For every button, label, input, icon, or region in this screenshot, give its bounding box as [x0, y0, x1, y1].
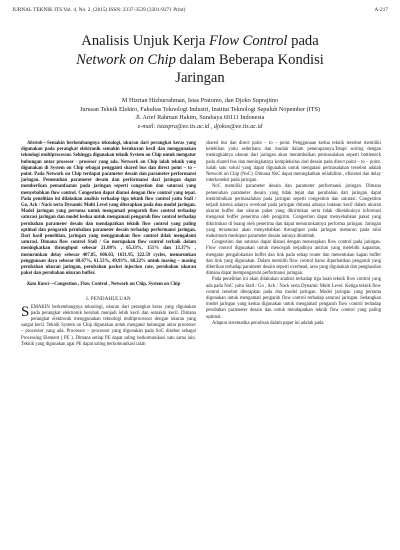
keywords-text: —Congestion , Flow Control , Network on Chip, System on Chip — [49, 282, 181, 288]
title-text: pada — [287, 33, 319, 49]
keywords-lead: Kata Kunci — [27, 282, 50, 288]
author-address: Jl. Arief Rahman Hakim, Surabaya 60111 Indonesia — [135, 114, 265, 122]
abstract — [21, 141, 196, 277]
title-italic: Network on Chip — [76, 51, 176, 68]
left-column — [21, 141, 196, 348]
body-paragraph: Pada penelitian ini akan dilakukan analisis terhadap tiga buah teknik flow control yang ada pada NoC yaitu Stall / Go , Ack / Nack serta Dynamic Multi Level. Ketiga teknik flow control tersebut diterapkan pada dua model jaringan. Model jaringan yang pertama digunakan untuk mengamati pengaruh flow control terhadap saturasi jaringan. Sedangkan model jaringan yang kedua digunakan untuk mengamati pengaruh flow control terhadap perubahan parameter desain dan untuk mendapatkan teknik flow control yang paling optimal. — [206, 277, 381, 320]
body-paragraph: shared bus dan direct point – to – point. Penggunaan kedua teknik tersebut memiliki kelebihan yaitu sederhana dan mudah dalam penerapannya.Tetapi seiring dengan meningkatnya ukuran dari jaringan akan menimbulkan permasalahan seperti bottleneck pada shared bus dan meningkatnya kompleksitas dari desain pada direct point – to – point. Salah satu solusi yang dapat digunakan untuk mengatasi permasalahan tersebut adalah Network on Chip (NoC). Dimana NoC dapat meningkatkan reliabilitas , efisiensi dan delay interkoneksi pada jaringan. — [206, 141, 381, 184]
section-heading: I. PENDAHULUAN — [86, 296, 131, 302]
paper-title — [20, 32, 380, 88]
body-paragraph: NoC memiliki parameter desain dan parameter performansi jaringan. Dimana pemenuhan parameter desain yang tidak tepat dan perubahan dari jaringan dapat menimbulkan permasalahan pada jaringan seperti congestion dan saturasi. Congestion terjadi karena adanya overload pada jaringan dimana adanya batasan kecil dalam ukuran ukuran buffer dan ukuran paket yang dikirimkan serta tidak diketahuinya informasi mengenai buffer penerima oleh pengirim. Congestion dapat menyebabkan paket yang dikirimkan di buang oleh penerima dan dapat menurunkannya performa jaringan. Jaringan yang tersaturasi akan menyebabkan throughput pada jaringan menurun pada nilai maksimum meskipun parameter desain lainnya ditambah. — [206, 184, 381, 240]
running-header — [12, 7, 388, 13]
author-email: e-mail: istaspra@ee.its.ac.id , djokos@ee.its.ac.id — [137, 122, 263, 130]
keywords — [21, 282, 196, 288]
intro-paragraph: SEMAKIN berkembangnya teknologi, ukuran dari perangkat keras yang digunakan pada perangkat elektronik berubah menjadi lebih kecil dan semakin kecil. Dimana perangkat elektronik menggunakan teknologi multiprocessor dengan ukuran yang sangat kecil. Teknik System on Chip digunakan untuk mengatur hubungan antar processor – processor yang ada. Processor – processor yang digunakan pada SoC disebut sebagai Processing Element ( PE ). Dimana setiap PE dapat saling berkomunikasi satu sama lain. Teknik yang digunakan agar PE dapat saling berkomunikasi ialah — [21, 303, 196, 347]
title-italic: Flow Control — [208, 33, 288, 49]
author-names: M Hizrian Hizburrahman, Istas Pratomo, dan Djoko Suprajitno — [121, 97, 279, 104]
page-number: A-217 — [374, 7, 388, 13]
right-column — [206, 141, 381, 327]
abstract-text: —Semakin berkembangnya teknologi, ukuran dari perangkat keras yang digunakan pada perangkat elektronik semakin berukuran kecil dan menggunakan teknologi multiprocessor. Sehingga digunakan teknik System on Chip untuk mengatur hubungan antar prosesor - prosesor yang ada. Network on Chip ialah teknik yang digunakan di System on Chip sebagai pengganti shared bus dan direct point – to – point. Pada Network on Chip terdapat parameter desain dan parameter performansi jaringan. Pemenuhan parameter desain dan performansi dari jaringan dapat memberikan pemanfaatan pada jaringan seperti congestion dan saturasi yang menyebabkan flow control. Congestion dapat diatasi dengan flow control yang tepat. Pada penelitian ini dilakukan analisis terhadap tiga teknik flow control yaitu Stall / Go, Ack / Nack serta Dynamic Multi Level yang diterapkan pada dua model jaringan. Model jaringan yang pertama untuk mengamati pengaruh flow control terhadap saturasi jaringan dan model kedua untuk mengamati pengaruh flow control terhadap perubahan parameter desain dan mendapatkan teknik flow control yang paling optimal dan pengaruh perubahan parameter desain terhadap performansi jaringan. Dari hasil penelitian, jaringan yang menggunakan flow control tidak mengalami saturasi. Dimana flow control Stall / Go merupakan flow control terbaik dalam meningkatkan throughput sebesar 21.08% , 65.33%, 151% dan 13.37% , menurunkan delay sebesar 407.85, 606.03, 1631.95, 322.59 cycles, menurunkan penggunaan daya sebesar 68.67%, 61.53%, 49.93%, 68.22% untuk masing – masing perubahan ukuran jaringan, perubahan packet injection rate, perubahan ukuran paket dan perubahan ukuran buffer. — [21, 141, 196, 277]
body-paragraph: Congestion dan saturasi dapat diatasi dengan menerapkan flow control pada jaringan. Flow control digunakan untuk mencegah terjadinya antrian yang melebihi kapasitas, mengatur pengalokasian buffer dan link pada setiap router dan menentukan kapan buffer dan link yang digunakan. Dalam memilih flow control harus diperhatikan pengaruh yang diberikan terhadap parameter desain seperti overhead, area yang digunakan dan penghasilan dimana dapat mempengaruhi performansi jaringan. — [206, 240, 382, 277]
title-text: dalam Beberapa Kondisi — [175, 51, 324, 68]
title-text: Analisis Unjuk Kerja — [81, 33, 209, 49]
author-affiliation: Jurusan Teknik Elektro, Fakultas Teknologi Industri, Institut Teknologi Sepuluh Nopember (ITS) — [80, 105, 320, 113]
abstract-lead: Abstrak — [27, 141, 43, 146]
title-text: Jaringan — [175, 70, 225, 86]
journal-info: JURNAL TEKNIK ITS Vol. 4, No. 2, (2015) ISSN: 2337-3539 (2301-9271 Print) — [12, 7, 186, 13]
author-block — [20, 97, 380, 131]
body-paragraph: Adapun sistematika penulisan dalam paper ini adalah pada — [212, 320, 324, 326]
